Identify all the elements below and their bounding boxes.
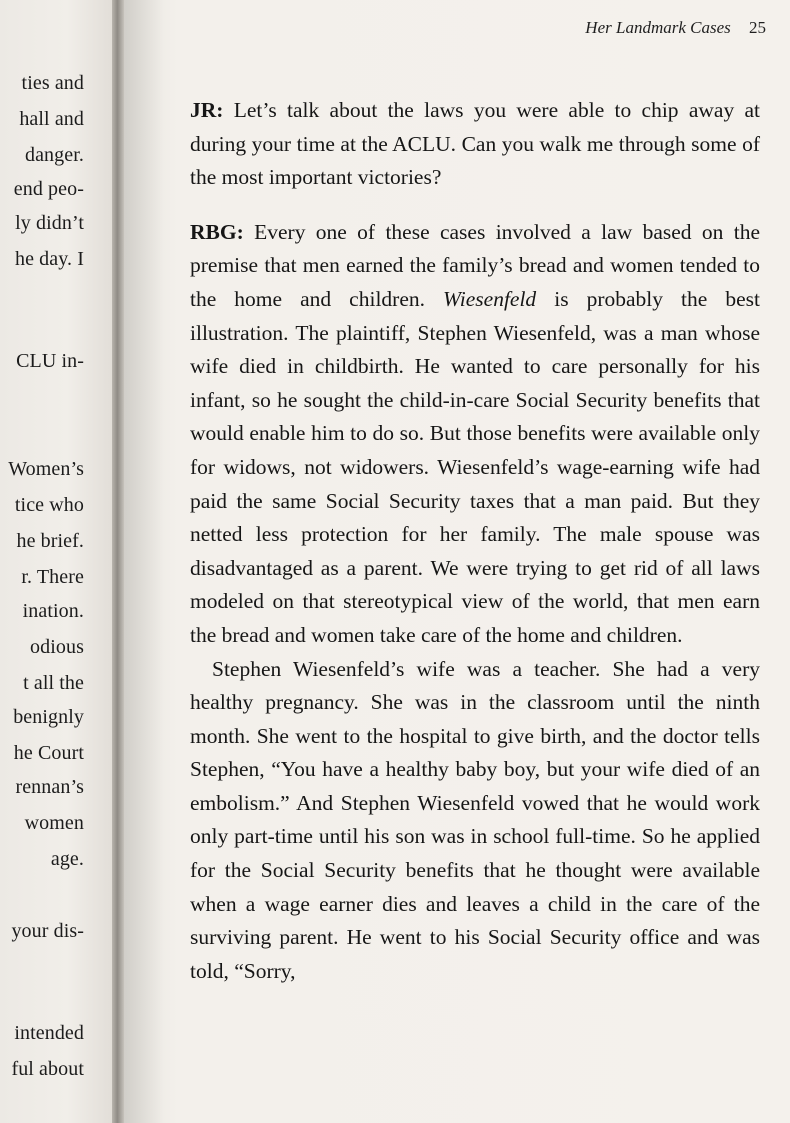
left-page-line: he day. I bbox=[14, 248, 84, 270]
body-text bbox=[190, 94, 760, 988]
running-head-title: Her Landmark Cases bbox=[585, 18, 731, 37]
left-page-line: t all the bbox=[23, 672, 84, 694]
left-page-line: ination. bbox=[22, 600, 84, 622]
book-gutter bbox=[112, 0, 124, 1123]
left-page-line: intended bbox=[14, 1022, 84, 1044]
left-page-line: CLU in- bbox=[16, 350, 84, 372]
paragraph-text: Let’s talk about the laws you were able to chip away at during your time at the ACLU. Can you walk me through some of the most important victories? bbox=[190, 98, 760, 190]
paragraph-text: Every one of these cases involved a law based on the premise that men earned the family’s bread and women tended to the home and children. bbox=[190, 219, 760, 311]
left-page-line: danger. bbox=[24, 144, 84, 166]
paragraph-text: is probably the best illustration. The plaintiff, Stephen Wiesenfeld, was a man whose wife died in childbirth. He wanted to care personally for his infant, so he sought the child-in-care Social Security benefits that would enable him to do so. But those benefits were available only for widows, not widowers. Wiesenfeld’s wage-earning wife had paid the same Social Security taxes that a man paid. But they netted less protection for her family. The male spouse was disadvantaged as a parent. We were trying to get rid of all laws modeled on that stereotypical view of the world, that men earn the bread and women take care of the home and children. bbox=[190, 286, 760, 647]
left-page-line: ful about bbox=[11, 1058, 84, 1080]
paragraph-rbg-answer bbox=[190, 216, 760, 653]
left-page-line: he Court bbox=[13, 742, 84, 764]
left-page-line: age. bbox=[50, 848, 84, 870]
case-name-italic: Wiesenfeld bbox=[443, 286, 537, 311]
left-page-line: he brief. bbox=[16, 530, 84, 552]
left-page-line: tice who bbox=[14, 494, 84, 516]
left-page bbox=[0, 0, 112, 1123]
running-head bbox=[585, 18, 766, 38]
page-number: 25 bbox=[749, 18, 766, 37]
left-page-line: women bbox=[24, 812, 84, 834]
left-page-line: hall and bbox=[19, 108, 84, 130]
right-page bbox=[124, 0, 790, 1123]
left-page-line: ly didn’t bbox=[15, 212, 84, 234]
left-page-line: rennan’s bbox=[15, 776, 84, 798]
left-page-line: your dis- bbox=[11, 920, 84, 942]
left-page-line: end peo- bbox=[13, 178, 84, 200]
paragraph-text: Stephen Wiesenfeld’s wife was a teacher. She had a very healthy pregnancy. She was in the classroom until the ninth month. She went to the hospital to give birth, and the doctor tells Stephen, “You have a healthy baby boy, but your wife died of an embolism.” And Stephen Wiesenfeld vowed that he would work only part-time until his son was in school full-time. So he applied for the Social Security benefits that he thought were available when a wage earner dies and leaves a child in the care of the surviving parent. He went to his Social Security office and was told, “Sorry, bbox=[190, 656, 760, 983]
paragraph-jr-question bbox=[190, 94, 760, 195]
left-page-line: benignly bbox=[13, 706, 84, 728]
speaker-label-rbg: RBG: bbox=[190, 219, 244, 244]
left-page-line: Women’s bbox=[8, 458, 84, 480]
left-page-line: r. There bbox=[21, 566, 84, 588]
speaker-label-jr: JR: bbox=[190, 98, 224, 122]
paragraph-wiesenfeld-story bbox=[190, 653, 760, 989]
left-page-line: ties and bbox=[21, 72, 84, 94]
left-page-line: odious bbox=[30, 636, 84, 658]
